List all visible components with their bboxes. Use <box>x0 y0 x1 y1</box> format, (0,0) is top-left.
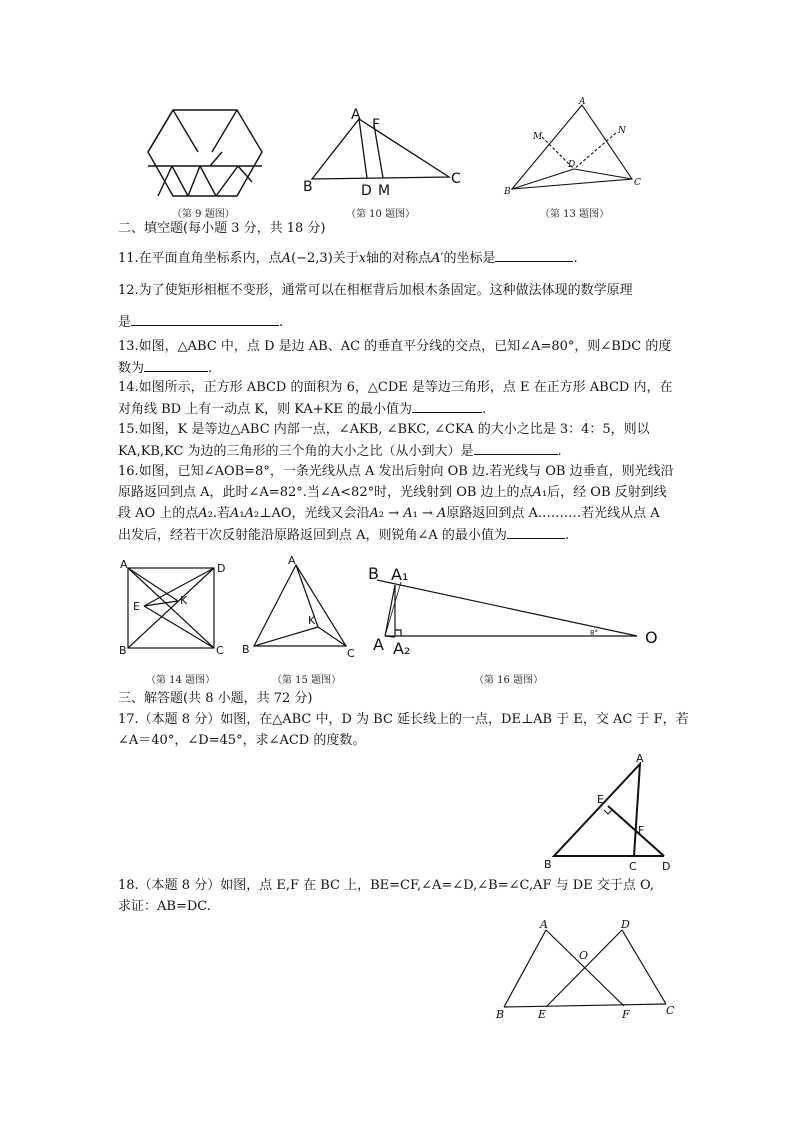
question-16-line3: 段 AO 上的点𝐴₂.若𝐴₁𝐴₂⊥AO，光线又会沿𝐴₂ → 𝐴₁ → 𝐴原路返回到点 A.………若光线从点 A <box>118 506 660 521</box>
figure-9-hexagon <box>140 108 270 202</box>
question-13-line2: 数为 . <box>118 357 212 380</box>
fig14-label-E: E <box>133 600 140 613</box>
fig18-label-A: A <box>540 918 548 931</box>
fig16-label-A2: A₂ <box>393 639 411 658</box>
question-13-line1: 13.如图，△ABC 中，点 D 是边 AB、AC 的垂直平分线的交点，已知∠A=80°，则∠BDC 的度 <box>118 339 672 354</box>
fig13-label-A: A <box>579 97 586 107</box>
q11-answer-blank[interactable] <box>495 247 573 262</box>
fig17-label-D: D <box>662 860 671 873</box>
question-16-line1: 16.如图，已知∠AOB=8°，一条光线从点 A 发出后射向 OB 边.若光线与 OB 边垂直，则光线沿 <box>118 464 674 479</box>
fig18-label-E: E <box>538 1008 547 1021</box>
fig13-label-B: B <box>504 187 511 197</box>
section-2-heading: 二、填空题(每小题 3 分，共 18 分) <box>118 221 326 236</box>
question-15-line1: 15.如图，K 是等边△ABC 内部一点，∠AKB, ∠BKC, ∠CKA 的大小之比是 3：4：5，则以 <box>118 422 650 437</box>
fig15-label-K: K <box>308 614 316 627</box>
fig17-label-A: A <box>636 752 644 765</box>
fig18-label-F: F <box>622 1008 630 1021</box>
figure-15-triangle <box>236 551 364 661</box>
fig18-label-O: O <box>579 949 589 962</box>
question-14-line1: 14.如图所示，正方形 ABCD 的面积为 6，△CDE 是等边三角形，点 E 在正方形 ABCD 内，在 <box>118 380 673 395</box>
fig13-label-M: M <box>533 132 543 142</box>
figure-14-square <box>118 556 230 660</box>
fig10-label-A: A <box>351 107 361 123</box>
figure-13-caption: （第 13 题图） <box>540 209 610 220</box>
fig10-label-M: M <box>378 183 391 199</box>
figure-13-triangle <box>500 95 650 200</box>
fig17-label-C: C <box>629 860 637 873</box>
q12-answer-blank[interactable] <box>131 311 279 326</box>
fig16-label-A1: A₁ <box>391 565 409 584</box>
figure-14-caption: （第 14 题图） <box>146 675 216 686</box>
fig16-label-B: B <box>368 564 379 583</box>
q13-answer-blank[interactable] <box>144 357 208 372</box>
section-3-heading: 三、解答题(共 8 小题，共 72 分) <box>118 691 313 706</box>
fig18-label-D: D <box>621 918 630 931</box>
question-17-line1: 17.（本题 8 分）如图，在△ABC 中，D 为 BC 延长线上的一点，DE⊥AB 于 E，交 AC 于 F，若 <box>118 712 689 727</box>
question-16-line4: 出发后，经若干次反射能沿原路返回到点 A，则锐角∠A 的最小值为 . <box>118 524 569 547</box>
q14-answer-blank[interactable] <box>412 398 482 413</box>
fig13-label-N: N <box>618 126 626 136</box>
q15-answer-blank[interactable] <box>474 440 558 455</box>
fig16-label-angle: 8° <box>590 629 598 637</box>
question-14-line2: 对角线 BD 上有一动点 K，则 KA+KE 的最小值为 . <box>118 398 486 421</box>
fig10-label-D: D <box>361 183 372 199</box>
fig14-label-B: B <box>119 644 127 657</box>
fig14-label-D: D <box>217 562 226 575</box>
fig17-label-E: E <box>597 793 604 806</box>
question-12-line1: 12.为了使矩形相框不变形，通常可以在相框背后加根木条固定。这种做法体现的数学原理 <box>118 283 633 298</box>
fig17-label-F: F <box>638 824 645 837</box>
question-16-line2: 原路返回到点 A，此时∠A=82°.当∠A<82°时，光线射到 OB 边上的点𝐴₁后，经 OB 反射到线 <box>118 485 667 500</box>
fig15-label-C: C <box>347 647 355 660</box>
fig10-label-C: C <box>451 171 461 187</box>
figure-16-reflection <box>365 560 667 660</box>
fig14-label-C: C <box>216 644 224 657</box>
fig18-label-C: C <box>666 1004 675 1017</box>
fig15-label-B: B <box>242 643 250 656</box>
question-17-line2: ∠A＝40°，∠D=45°，求∠ACD 的度数。 <box>118 733 366 748</box>
question-18-line2: 求证：AB=DC. <box>118 899 211 914</box>
fig16-label-O: O <box>645 628 658 647</box>
fig17-label-B: B <box>544 858 552 871</box>
fig14-label-A: A <box>120 558 128 571</box>
question-11: 11.在平面直角坐标系内，点𝐴(−2,3)关于𝑥轴的对称点𝐴′的坐标是 . <box>118 247 578 270</box>
figure-10-triangle <box>295 105 470 200</box>
figure-18-triangles <box>488 914 684 1022</box>
fig16-label-A: A <box>373 635 384 654</box>
figure-9-caption: （第 9 题图） <box>172 209 235 220</box>
figure-15-caption: （第 15 题图） <box>272 675 342 686</box>
fig13-label-C: C <box>634 178 641 188</box>
question-12-line2: 是 . <box>118 311 283 334</box>
fig13-label-D: D <box>568 160 576 170</box>
question-18-line1: 18.（本题 8 分）如图，点 E,F 在 BC 上，BE=CF,∠A=∠D,∠B=∠C,AF 与 DE 交于点 O, <box>118 878 655 893</box>
fig10-label-F: F <box>372 117 381 133</box>
fig14-label-K: K <box>180 594 188 607</box>
q16-answer-blank[interactable] <box>507 524 565 539</box>
figure-16-caption: （第 16 题图） <box>474 675 544 686</box>
fig10-label-B: B <box>303 179 313 195</box>
figure-10-caption: （第 10 题图） <box>346 209 416 220</box>
fig15-label-A: A <box>288 554 296 567</box>
fig18-label-B: B <box>496 1008 505 1021</box>
question-15-line2: KA,KB,KC 为边的三角形的三个角的大小之比（从小到大）是 . <box>118 440 562 463</box>
figure-17-triangle <box>538 752 678 874</box>
